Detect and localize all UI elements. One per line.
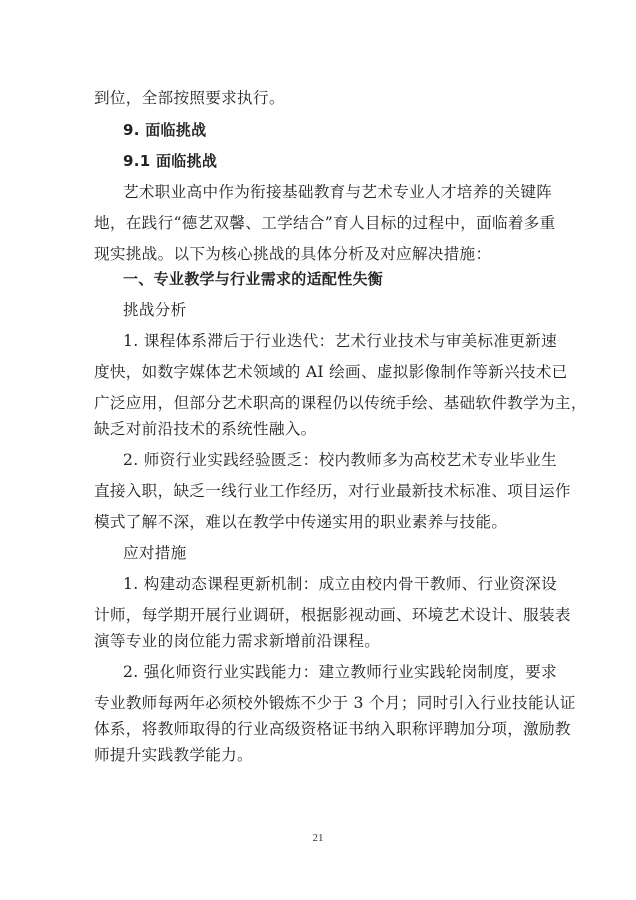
paragraph-line: 现实挑战。以下为核心挑战的具体分析及对应解决措施： <box>94 245 492 263</box>
paragraph-line: 直接入职，缺乏一线行业工作经历，对行业最新技术标准、项目运作 <box>94 482 571 500</box>
paragraph-line: 2. 师资行业实践经验匮乏：校内教师多为高校艺术专业毕业生 <box>123 451 557 469</box>
paragraph-line: 专业教师每两年必须校外锻炼不少于 3 个月；同时引入行业技能认证 <box>94 694 576 712</box>
paragraph-line: 1. 构建动态课程更新机制：成立由校内骨干教师、行业资深设 <box>123 575 557 593</box>
paragraph-line: 2. 强化师资行业实践能力：建立教师行业实践轮岗制度，要求 <box>123 663 557 681</box>
paragraph-line: 演等专业的岗位能力需求新增前沿课程。 <box>94 632 381 650</box>
paragraph-line: 缺乏对前沿技术的系统性融入。 <box>94 420 317 438</box>
paragraph-line: 模式了解不深，难以在教学中传递实用的职业素养与技能。 <box>94 513 508 531</box>
section-heading: 9. 面临挑战 <box>123 121 207 139</box>
page-number: 21 <box>312 832 324 844</box>
subsection-heading: 9.1 面临挑战 <box>123 152 218 170</box>
paragraph-line: 艺术职业高中作为衔接基础教育与艺术专业人才培养的关键阵 <box>123 183 553 201</box>
paragraph-line: 体系，将教师取得的行业高级资格证书纳入职称评聘加分项，激励教 <box>94 720 571 738</box>
paragraph-line: 广泛应用，但部分艺术职高的课程仍以传统手绘、基础软件教学为主， <box>94 394 587 412</box>
paragraph-line: 到位，全部按照要求执行。 <box>94 89 285 107</box>
paragraph-line: 计师，每学期开展行业调研，根据影视动画、环境艺术设计、服装表 <box>94 606 571 624</box>
paragraph-line: 度快，如数字媒体艺术领域的 AI 绘画、虚拟影像制作等新兴技术已 <box>94 363 568 381</box>
topic-heading: 一、专业教学与行业需求的适配性失衡 <box>123 270 384 288</box>
subheading-countermeasures: 应对措施 <box>123 544 187 562</box>
subheading-challenge-analysis: 挑战分析 <box>123 301 187 319</box>
paragraph-line: 师提升实践教学能力。 <box>94 746 253 764</box>
paragraph-line: 1. 课程体系滞后于行业迭代：艺术行业技术与审美标准更新速 <box>123 332 557 350</box>
paragraph-line: 地，在践行“德艺双馨、工学结合”育人目标的过程中，面临着多重 <box>94 214 556 232</box>
